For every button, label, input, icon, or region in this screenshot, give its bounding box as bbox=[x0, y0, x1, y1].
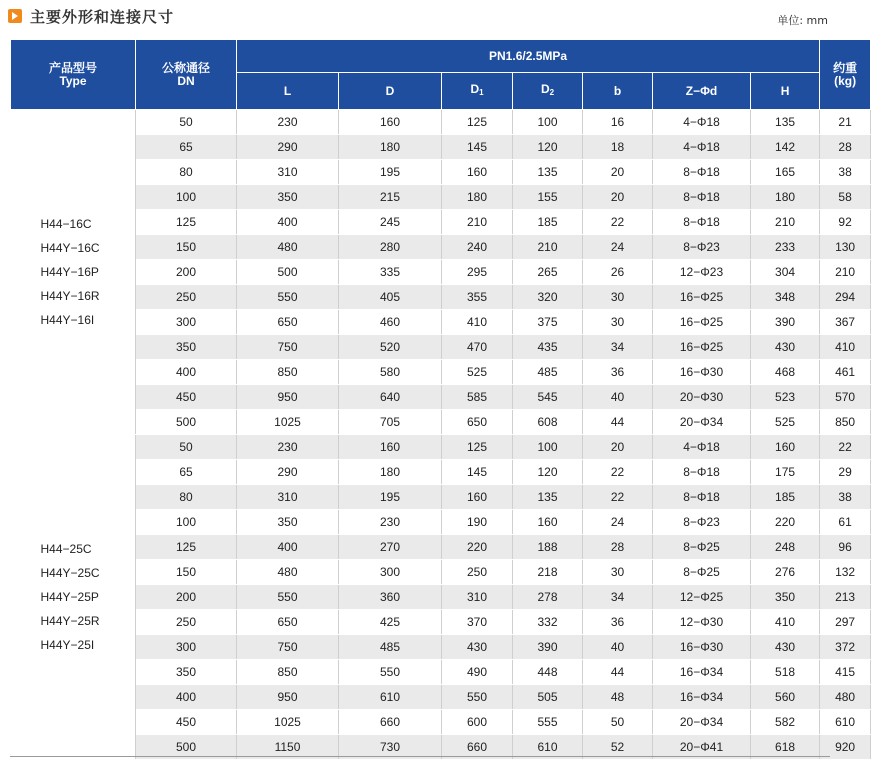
type-model: H44Y−16R bbox=[40, 289, 100, 303]
table-cell: 295 bbox=[442, 260, 513, 285]
table-cell: 120 bbox=[513, 460, 583, 485]
table-row bbox=[11, 260, 871, 285]
table-cell: 185 bbox=[513, 210, 583, 235]
table-cell: 195 bbox=[339, 160, 442, 185]
table-cell: 50 bbox=[136, 435, 237, 460]
table-cell: 22 bbox=[583, 460, 653, 485]
table-cell: 150 bbox=[136, 235, 237, 260]
table-cell: 30 bbox=[583, 285, 653, 310]
table-row bbox=[11, 510, 871, 535]
table-cell: 278 bbox=[513, 585, 583, 610]
table-cell: 360 bbox=[339, 585, 442, 610]
table-cell: 125 bbox=[442, 435, 513, 460]
table-cell: 22 bbox=[583, 485, 653, 510]
table-cell: 545 bbox=[513, 385, 583, 410]
table-cell: 195 bbox=[339, 485, 442, 510]
table-cell: 580 bbox=[339, 360, 442, 385]
table-cell: 320 bbox=[513, 285, 583, 310]
table-cell: 36 bbox=[583, 360, 653, 385]
table-cell: 400 bbox=[237, 210, 339, 235]
table-cell: 850 bbox=[820, 410, 871, 435]
table-cell: 450 bbox=[136, 710, 237, 735]
table-cell: 8−Φ25 bbox=[653, 535, 751, 560]
header-weight-unit: (kg) bbox=[834, 73, 857, 88]
table-cell: 38 bbox=[820, 160, 871, 185]
table-cell: 80 bbox=[136, 485, 237, 510]
section-header bbox=[8, 6, 830, 28]
table-cell: 430 bbox=[751, 335, 820, 360]
header-D2-base: D bbox=[540, 82, 550, 96]
table-row bbox=[11, 335, 871, 360]
header-weight-cn: 约重 bbox=[833, 60, 858, 75]
header-weight bbox=[820, 40, 871, 110]
table-cell: 40 bbox=[583, 635, 653, 660]
table-cell: 350 bbox=[751, 585, 820, 610]
table-cell: 608 bbox=[513, 410, 583, 435]
table-cell: 48 bbox=[583, 685, 653, 710]
table-cell: 570 bbox=[820, 385, 871, 410]
table-cell: 200 bbox=[136, 585, 237, 610]
table-row bbox=[11, 435, 871, 460]
table-cell: 500 bbox=[237, 260, 339, 285]
header-b: b bbox=[583, 73, 653, 110]
table-cell: 1025 bbox=[237, 410, 339, 435]
table-row bbox=[11, 210, 871, 235]
section-title: 主要外形和连接尺寸 bbox=[30, 8, 175, 26]
table-cell: 485 bbox=[513, 360, 583, 385]
table-cell: 8−Φ18 bbox=[653, 210, 751, 235]
table-cell: 135 bbox=[513, 485, 583, 510]
table-cell: 520 bbox=[339, 335, 442, 360]
table-cell: 180 bbox=[442, 185, 513, 210]
table-row bbox=[11, 635, 871, 660]
header-D: D bbox=[339, 73, 442, 110]
table-cell: 125 bbox=[442, 110, 513, 135]
table-cell: 44 bbox=[583, 660, 653, 685]
table-cell: 180 bbox=[339, 460, 442, 485]
table-cell: 294 bbox=[820, 285, 871, 310]
table-cell: 12−Φ23 bbox=[653, 260, 751, 285]
table-cell: 8−Φ23 bbox=[653, 510, 751, 535]
table-row bbox=[11, 460, 871, 485]
table-cell: 34 bbox=[583, 335, 653, 360]
table-row bbox=[11, 410, 871, 435]
table-cell: 461 bbox=[820, 360, 871, 385]
table-cell: 160 bbox=[442, 485, 513, 510]
table-cell: 372 bbox=[820, 635, 871, 660]
table-cell: 125 bbox=[136, 210, 237, 235]
table-cell: 8−Φ18 bbox=[653, 160, 751, 185]
table-cell: 210 bbox=[442, 210, 513, 235]
table-cell: 160 bbox=[339, 435, 442, 460]
table-cell: 20 bbox=[583, 160, 653, 185]
table-row bbox=[11, 610, 871, 635]
table-cell: 468 bbox=[751, 360, 820, 385]
table-cell: 485 bbox=[339, 635, 442, 660]
table-cell: 355 bbox=[442, 285, 513, 310]
table-cell: 135 bbox=[513, 160, 583, 185]
table-cell: 332 bbox=[513, 610, 583, 635]
table-cell: 550 bbox=[442, 685, 513, 710]
type-cell bbox=[11, 435, 136, 760]
header-D1-sub: 1 bbox=[479, 88, 484, 97]
table-cell: 448 bbox=[513, 660, 583, 685]
table-cell: 350 bbox=[136, 335, 237, 360]
table-cell: 150 bbox=[136, 560, 237, 585]
table-cell: 185 bbox=[751, 485, 820, 510]
table-cell: 405 bbox=[339, 285, 442, 310]
table-cell: 367 bbox=[820, 310, 871, 335]
table-cell: 425 bbox=[339, 610, 442, 635]
table-cell: 505 bbox=[513, 685, 583, 710]
table-cell: 22 bbox=[820, 435, 871, 460]
table-cell: 34 bbox=[583, 585, 653, 610]
table-cell: 38 bbox=[820, 485, 871, 510]
table-cell: 410 bbox=[751, 610, 820, 635]
table-cell: 618 bbox=[751, 735, 820, 760]
table-cell: 20 bbox=[583, 185, 653, 210]
table-cell: 310 bbox=[237, 485, 339, 510]
table-cell: 16−Φ30 bbox=[653, 635, 751, 660]
table-cell: 22 bbox=[583, 210, 653, 235]
table-cell: 180 bbox=[339, 135, 442, 160]
table-cell: 16−Φ30 bbox=[653, 360, 751, 385]
table-cell: 450 bbox=[136, 385, 237, 410]
table-cell: 21 bbox=[820, 110, 871, 135]
type-model: H44Y−16C bbox=[40, 241, 100, 255]
table-cell: 390 bbox=[513, 635, 583, 660]
table-cell: 30 bbox=[583, 310, 653, 335]
table-cell: 130 bbox=[820, 235, 871, 260]
table-cell: 430 bbox=[751, 635, 820, 660]
table-cell: 145 bbox=[442, 135, 513, 160]
table-cell: 550 bbox=[237, 585, 339, 610]
table-cell: 410 bbox=[442, 310, 513, 335]
table-cell: 518 bbox=[751, 660, 820, 685]
table-cell: 26 bbox=[583, 260, 653, 285]
table-cell: 410 bbox=[820, 335, 871, 360]
table-row bbox=[11, 485, 871, 510]
table-cell: 750 bbox=[237, 335, 339, 360]
table-cell: 8−Φ23 bbox=[653, 235, 751, 260]
table-cell: 18 bbox=[583, 135, 653, 160]
table-cell: 233 bbox=[751, 235, 820, 260]
table-cell: 65 bbox=[136, 460, 237, 485]
table-cell: 20−Φ30 bbox=[653, 385, 751, 410]
table-cell: 44 bbox=[583, 410, 653, 435]
table-cell: 245 bbox=[339, 210, 442, 235]
table-cell: 16−Φ25 bbox=[653, 310, 751, 335]
header-dn bbox=[136, 40, 237, 110]
table-cell: 950 bbox=[237, 685, 339, 710]
table-cell: 650 bbox=[237, 310, 339, 335]
table-row bbox=[11, 235, 871, 260]
table-cell: 8−Φ18 bbox=[653, 185, 751, 210]
table-cell: 213 bbox=[820, 585, 871, 610]
header-Zd: Z−Φd bbox=[653, 73, 751, 110]
table-cell: 28 bbox=[583, 535, 653, 560]
table-cell: 950 bbox=[237, 385, 339, 410]
table-row bbox=[11, 110, 871, 135]
table-cell: 20−Φ34 bbox=[653, 410, 751, 435]
table-cell: 65 bbox=[136, 135, 237, 160]
table-cell: 730 bbox=[339, 735, 442, 760]
orange-arrow-icon bbox=[8, 9, 22, 23]
table-cell: 375 bbox=[513, 310, 583, 335]
table-cell: 270 bbox=[339, 535, 442, 560]
table-cell: 16−Φ34 bbox=[653, 660, 751, 685]
table-cell: 20 bbox=[583, 435, 653, 460]
table-cell: 92 bbox=[820, 210, 871, 235]
header-type-en: Type bbox=[59, 73, 87, 88]
header-type bbox=[11, 40, 136, 110]
table-cell: 525 bbox=[751, 410, 820, 435]
table-cell: 135 bbox=[751, 110, 820, 135]
table-row bbox=[11, 560, 871, 585]
table-cell: 175 bbox=[751, 460, 820, 485]
table-cell: 297 bbox=[820, 610, 871, 635]
table-cell: 210 bbox=[751, 210, 820, 235]
table-bottom-rule bbox=[10, 756, 830, 757]
table-cell: 190 bbox=[442, 510, 513, 535]
table-cell: 160 bbox=[751, 435, 820, 460]
table-cell: 480 bbox=[237, 235, 339, 260]
table-cell: 350 bbox=[237, 185, 339, 210]
table-cell: 61 bbox=[820, 510, 871, 535]
table-cell: 58 bbox=[820, 185, 871, 210]
table-cell: 80 bbox=[136, 160, 237, 185]
table-cell: 230 bbox=[237, 110, 339, 135]
table-row bbox=[11, 710, 871, 735]
table-cell: 248 bbox=[751, 535, 820, 560]
table-cell: 415 bbox=[820, 660, 871, 685]
table-cell: 304 bbox=[751, 260, 820, 285]
table-cell: 210 bbox=[513, 235, 583, 260]
table-cell: 276 bbox=[751, 560, 820, 585]
table-cell: 28 bbox=[820, 135, 871, 160]
table-cell: 610 bbox=[339, 685, 442, 710]
table-cell: 280 bbox=[339, 235, 442, 260]
table-row bbox=[11, 360, 871, 385]
table-cell: 348 bbox=[751, 285, 820, 310]
table-row bbox=[11, 385, 871, 410]
table-row bbox=[11, 535, 871, 560]
table-cell: 310 bbox=[442, 585, 513, 610]
table-cell: 160 bbox=[339, 110, 442, 135]
table-cell: 600 bbox=[442, 710, 513, 735]
table-cell: 460 bbox=[339, 310, 442, 335]
table-row bbox=[11, 185, 871, 210]
type-cell bbox=[11, 110, 136, 435]
table-cell: 850 bbox=[237, 360, 339, 385]
table-row bbox=[11, 285, 871, 310]
table-cell: 480 bbox=[820, 685, 871, 710]
table-cell: 310 bbox=[237, 160, 339, 185]
table-cell: 250 bbox=[442, 560, 513, 585]
table-cell: 555 bbox=[513, 710, 583, 735]
table-cell: 4−Φ18 bbox=[653, 135, 751, 160]
table-cell: 250 bbox=[136, 285, 237, 310]
table-cell: 350 bbox=[136, 660, 237, 685]
table-cell: 370 bbox=[442, 610, 513, 635]
table-cell: 100 bbox=[513, 435, 583, 460]
table-cell: 350 bbox=[237, 510, 339, 535]
table-cell: 145 bbox=[442, 460, 513, 485]
table-cell: 125 bbox=[136, 535, 237, 560]
type-model: H44Y−16P bbox=[40, 265, 99, 279]
header-type-cn: 产品型号 bbox=[48, 60, 97, 75]
table-cell: 160 bbox=[442, 160, 513, 185]
table-cell: 210 bbox=[820, 260, 871, 285]
table-cell: 523 bbox=[751, 385, 820, 410]
table-cell: 24 bbox=[583, 235, 653, 260]
table-cell: 660 bbox=[442, 735, 513, 760]
table-cell: 16−Φ34 bbox=[653, 685, 751, 710]
table-cell: 218 bbox=[513, 560, 583, 585]
type-model: H44Y−25P bbox=[40, 590, 99, 604]
table-cell: 16 bbox=[583, 110, 653, 135]
table-cell: 120 bbox=[513, 135, 583, 160]
table-cell: 180 bbox=[751, 185, 820, 210]
table-cell: 500 bbox=[136, 735, 237, 760]
table-cell: 640 bbox=[339, 385, 442, 410]
table-cell: 8−Φ25 bbox=[653, 560, 751, 585]
table-row bbox=[11, 685, 871, 710]
table-cell: 165 bbox=[751, 160, 820, 185]
table-cell: 20−Φ34 bbox=[653, 710, 751, 735]
table-cell: 240 bbox=[442, 235, 513, 260]
table-cell: 220 bbox=[751, 510, 820, 535]
header-D1 bbox=[442, 73, 513, 110]
type-model: H44Y−25R bbox=[40, 614, 100, 628]
table-cell: 8−Φ18 bbox=[653, 460, 751, 485]
table-cell: 470 bbox=[442, 335, 513, 360]
table-cell: 400 bbox=[237, 535, 339, 560]
header-pressure: PN1.6/2.5MPa bbox=[237, 40, 820, 73]
table-cell: 500 bbox=[136, 410, 237, 435]
type-model: H44Y−25C bbox=[40, 566, 100, 580]
table-cell: 40 bbox=[583, 385, 653, 410]
table-cell: 585 bbox=[442, 385, 513, 410]
dimensions-table bbox=[10, 39, 871, 760]
table-cell: 250 bbox=[136, 610, 237, 635]
table-cell: 480 bbox=[237, 560, 339, 585]
table-cell: 550 bbox=[339, 660, 442, 685]
table-row bbox=[11, 660, 871, 685]
table-cell: 52 bbox=[583, 735, 653, 760]
table-cell: 705 bbox=[339, 410, 442, 435]
table-cell: 335 bbox=[339, 260, 442, 285]
type-model: H44Y−16I bbox=[40, 313, 95, 327]
header-L: L bbox=[237, 73, 339, 110]
table-row bbox=[11, 135, 871, 160]
table-cell: 550 bbox=[237, 285, 339, 310]
table-cell: 230 bbox=[339, 510, 442, 535]
table-cell: 24 bbox=[583, 510, 653, 535]
table-cell: 29 bbox=[820, 460, 871, 485]
table-cell: 230 bbox=[237, 435, 339, 460]
table-cell: 300 bbox=[136, 310, 237, 335]
table-cell: 50 bbox=[136, 110, 237, 135]
table-cell: 920 bbox=[820, 735, 871, 760]
table-cell: 100 bbox=[136, 510, 237, 535]
table-cell: 100 bbox=[513, 110, 583, 135]
type-model: H44−25C bbox=[40, 542, 92, 556]
table-cell: 188 bbox=[513, 535, 583, 560]
table-cell: 490 bbox=[442, 660, 513, 685]
table-cell: 96 bbox=[820, 535, 871, 560]
table-cell: 610 bbox=[820, 710, 871, 735]
table-cell: 660 bbox=[339, 710, 442, 735]
table-cell: 30 bbox=[583, 560, 653, 585]
table-cell: 220 bbox=[442, 535, 513, 560]
table-cell: 582 bbox=[751, 710, 820, 735]
type-model: H44Y−25I bbox=[40, 638, 95, 652]
table-cell: 8−Φ18 bbox=[653, 485, 751, 510]
table-cell: 155 bbox=[513, 185, 583, 210]
table-cell: 435 bbox=[513, 335, 583, 360]
table-cell: 290 bbox=[237, 460, 339, 485]
table-row bbox=[11, 310, 871, 335]
table-cell: 400 bbox=[136, 685, 237, 710]
table-row bbox=[11, 160, 871, 185]
table-cell: 650 bbox=[442, 410, 513, 435]
table-cell: 265 bbox=[513, 260, 583, 285]
table-cell: 142 bbox=[751, 135, 820, 160]
header-H: H bbox=[751, 73, 820, 110]
table-cell: 16−Φ25 bbox=[653, 285, 751, 310]
table-cell: 430 bbox=[442, 635, 513, 660]
table-cell: 132 bbox=[820, 560, 871, 585]
table-cell: 100 bbox=[136, 185, 237, 210]
header-D1-base: D bbox=[470, 82, 480, 96]
table-cell: 4−Φ18 bbox=[653, 110, 751, 135]
table-cell: 12−Φ30 bbox=[653, 610, 751, 635]
table-cell: 215 bbox=[339, 185, 442, 210]
table-cell: 300 bbox=[136, 635, 237, 660]
table-cell: 300 bbox=[339, 560, 442, 585]
table-cell: 12−Φ25 bbox=[653, 585, 751, 610]
table-cell: 390 bbox=[751, 310, 820, 335]
table-cell: 750 bbox=[237, 635, 339, 660]
table-row bbox=[11, 585, 871, 610]
header-D2-sub: 2 bbox=[549, 88, 555, 97]
table-cell: 1025 bbox=[237, 710, 339, 735]
header-dn-cn: 公称通径 bbox=[161, 60, 210, 75]
header-D2 bbox=[513, 73, 583, 110]
table-cell: 650 bbox=[237, 610, 339, 635]
table-cell: 610 bbox=[513, 735, 583, 760]
table-cell: 850 bbox=[237, 660, 339, 685]
table-cell: 1150 bbox=[237, 735, 339, 760]
type-model: H44−16C bbox=[40, 217, 92, 231]
table-cell: 525 bbox=[442, 360, 513, 385]
table-cell: 4−Φ18 bbox=[653, 435, 751, 460]
header-dn-en: DN bbox=[177, 73, 195, 88]
table-cell: 160 bbox=[513, 510, 583, 535]
table-cell: 400 bbox=[136, 360, 237, 385]
table-cell: 560 bbox=[751, 685, 820, 710]
unit-label: 单位: mm bbox=[777, 14, 828, 27]
table-cell: 50 bbox=[583, 710, 653, 735]
table-cell: 36 bbox=[583, 610, 653, 635]
table-cell: 20−Φ41 bbox=[653, 735, 751, 760]
table-cell: 200 bbox=[136, 260, 237, 285]
table-cell: 290 bbox=[237, 135, 339, 160]
table-cell: 16−Φ25 bbox=[653, 335, 751, 360]
